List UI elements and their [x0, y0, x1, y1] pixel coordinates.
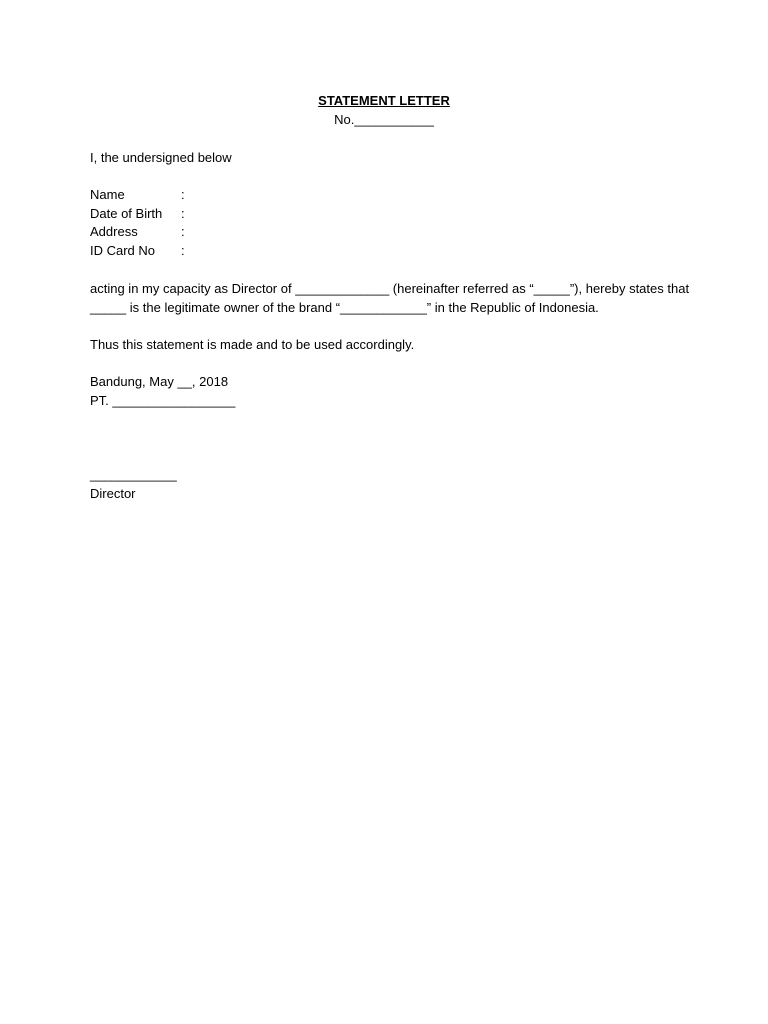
- signature-line: ____________: [90, 467, 177, 482]
- body-line: _____ is the legitimate owner of the brand “____________” in the Republic of Indonesia.: [90, 299, 599, 315]
- field-row-id-card: [90, 242, 191, 261]
- field-row-name: [90, 186, 191, 205]
- field-colon: :: [181, 205, 185, 221]
- field-colon: :: [181, 224, 185, 240]
- field-row-address: [90, 223, 191, 242]
- place-date: Bandung, May __, 2018: [90, 374, 229, 389]
- company-name: PT. _________________: [90, 393, 236, 408]
- field-colon: :: [181, 242, 185, 258]
- field-label: ID Card No: [90, 242, 156, 258]
- field-label: Name: [90, 187, 125, 202]
- signatory-title: Director: [90, 486, 136, 501]
- field-label: Address: [90, 224, 138, 240]
- identity-fields: [90, 186, 191, 260]
- field-row-date-of-birth: [90, 205, 191, 224]
- letter-title: STATEMENT LETTER: [318, 93, 450, 108]
- letter-number: No.___________: [334, 112, 434, 127]
- body-line: acting in my capacity as Director of _____________ (hereinafter referred as “_____”), hereby states that: [90, 281, 690, 296]
- statement-body: [90, 280, 690, 317]
- closing-text: Thus this statement is made and to be used accordingly.: [90, 337, 415, 352]
- intro-text: I, the undersigned below: [90, 150, 232, 165]
- field-label: Date of Birth: [90, 205, 163, 221]
- field-colon: :: [181, 187, 185, 202]
